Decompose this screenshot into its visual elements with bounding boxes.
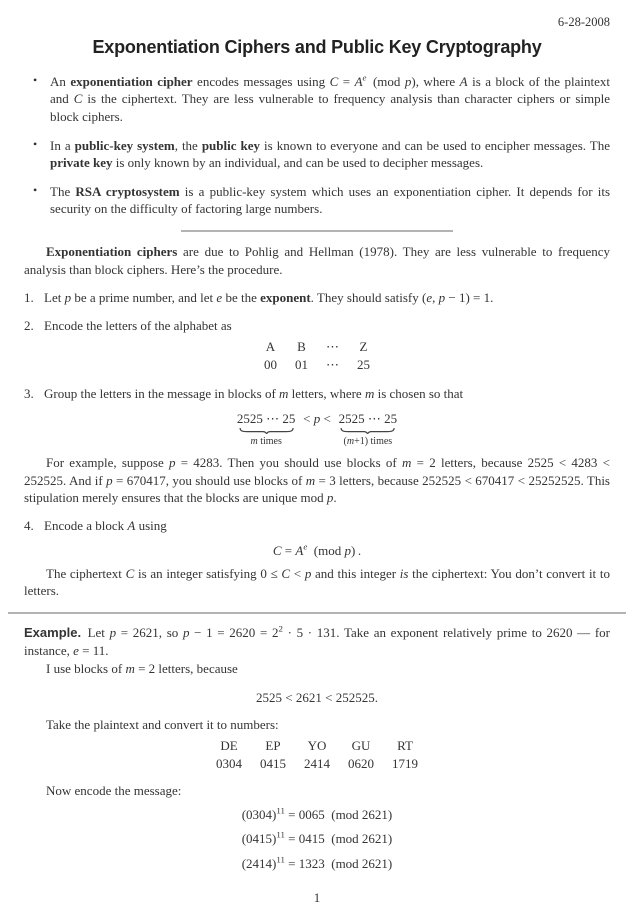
bullet-item: [24, 73, 610, 124]
bullet-icon: •: [33, 136, 38, 151]
table-cell: 0304: [216, 756, 242, 772]
bullet-text: In a public-key system, the public key is known to everyone and can be used to encipher messages. The private key is only known by an individual, and can be used to decipher messages.: [50, 137, 610, 170]
table-cell: B: [297, 338, 306, 354]
procedure-step-3: [24, 385, 610, 402]
bullet-icon: •: [33, 183, 38, 198]
step-number: 2.: [24, 317, 34, 333]
step-number: 4.: [24, 517, 34, 533]
underbrace-number: 2525 ⋯ 25: [338, 411, 398, 426]
table-cell: 2414: [304, 756, 330, 772]
example-section: [24, 624, 610, 871]
bullet-icon: •: [33, 73, 38, 88]
section-divider: [181, 230, 453, 232]
underbrace-icon: [340, 428, 395, 434]
table-cell: ⋯: [326, 338, 339, 354]
bullet-text: The RSA cryptosystem is a public-key system which uses an exponentiation cipher. It depends for its security on the difficulty of factoring large numbers.: [50, 184, 611, 217]
alphabet-table: [255, 338, 379, 374]
bullet-text: An exponentiation cipher encodes messages using $C = A^e$ (mod p), where A is a block of the plaintext and C is the ciphertext. They are less vulnerable to frequency analysis than character ciphers or simple block ciphers.: [50, 72, 610, 124]
take-plaintext-line: Take the plaintext and convert it to numbers:: [46, 717, 279, 733]
bullet-list: [24, 73, 610, 217]
step-text: Group the letters in the message in blocks of m letters, where m is chosen so that: [44, 385, 464, 401]
full-divider: [8, 612, 626, 614]
table-cell: EP: [265, 738, 281, 754]
inequality-display: 2525 < 2621 < 252525.: [256, 689, 378, 705]
ciphertext-paragraph: The ciphertext C is an integer satisfying 0 ≤ C < p and this integer is the ciphertext: You don’t convert it to letters.: [24, 566, 610, 599]
step-number: 3.: [24, 385, 34, 401]
step-text: Encode a block A using: [44, 517, 167, 533]
table-cell: 25: [357, 356, 370, 372]
table-cell: 00: [264, 356, 277, 372]
table-cell: 01: [295, 356, 308, 372]
equation-line: $(0415)^{11} = 0415$ (mod 2621): [241, 830, 393, 847]
example-block-paragraph: For example, suppose p = 4283. Then you should use blocks of m = 2 letters, because 2525 < 4283 < 252525. And if p = 670417, you should use blocks of m = 3 letters, because 252525 < 670417 < 25252525. This stipulation merely ensures that the blocks are unique mod p.: [24, 455, 610, 505]
step-number: 1.: [24, 289, 34, 305]
date-label: 6-28-2008: [557, 15, 610, 29]
table-cell: ⋯: [326, 356, 339, 372]
intro-paragraph: Exponentiation ciphers are due to Pohlig and Hellman (1978). They are less vulnerable to frequency analysis than block ciphers. Here’s the procedure.: [24, 244, 610, 277]
encode-formula: $C = A^e$ (mod p) .: [272, 541, 362, 558]
table-cell: GU: [351, 738, 371, 754]
bullet-item: [24, 183, 610, 217]
page-title: Exponentiation Ciphers and Public Key Cryptography: [92, 36, 542, 57]
brace-label: m times: [250, 436, 282, 448]
step-text: Let p be a prime number, and let e be the exponent. They should satisfy (e, p − 1) = 1.: [44, 289, 494, 305]
bullet-item: [24, 137, 610, 171]
plaintext-table: [207, 737, 427, 773]
procedure-step-2: [24, 317, 610, 334]
example-lead: Example. Let p = 2621, so $p - 1 = 2620 = 2^2 \cdot 5 \cdot 131$. Take an exponent relatively prime to 2620 — for instance, e = 11.: [24, 624, 611, 658]
table-cell: RT: [397, 738, 413, 754]
table-cell: 1719: [392, 756, 418, 772]
underbrace-right: [338, 410, 398, 448]
underbrace-number: 2525 ⋯ 25: [236, 411, 296, 426]
encoded-equations: [24, 806, 610, 871]
procedure-step-4: [24, 517, 610, 534]
table-cell: A: [265, 338, 276, 354]
table-cell: YO: [307, 738, 327, 754]
equation-line: $(0304)^{11} = 0065$ (mod 2621): [241, 805, 393, 823]
now-encode-line: Now encode the message:: [46, 783, 182, 799]
table-cell: 0415: [260, 756, 286, 772]
step-text: Encode the letters of the alphabet as: [44, 317, 232, 333]
page-number: 1: [313, 889, 321, 905]
table-cell: 0620: [348, 756, 374, 772]
brace-label: (m+1) times: [343, 436, 393, 448]
procedure-step-1: [24, 289, 610, 306]
block-size-display: [24, 410, 610, 448]
inequality-mid: < p <: [303, 411, 331, 426]
equation-line: $(2414)^{11} = 1323$ (mod 2621): [241, 854, 393, 871]
underbrace-icon: [239, 428, 294, 434]
table-cell: DE: [220, 738, 238, 754]
use-blocks-line: I use blocks of m = 2 letters, because: [46, 660, 238, 676]
underbrace-left: [236, 410, 296, 448]
table-cell: Z: [359, 338, 368, 354]
